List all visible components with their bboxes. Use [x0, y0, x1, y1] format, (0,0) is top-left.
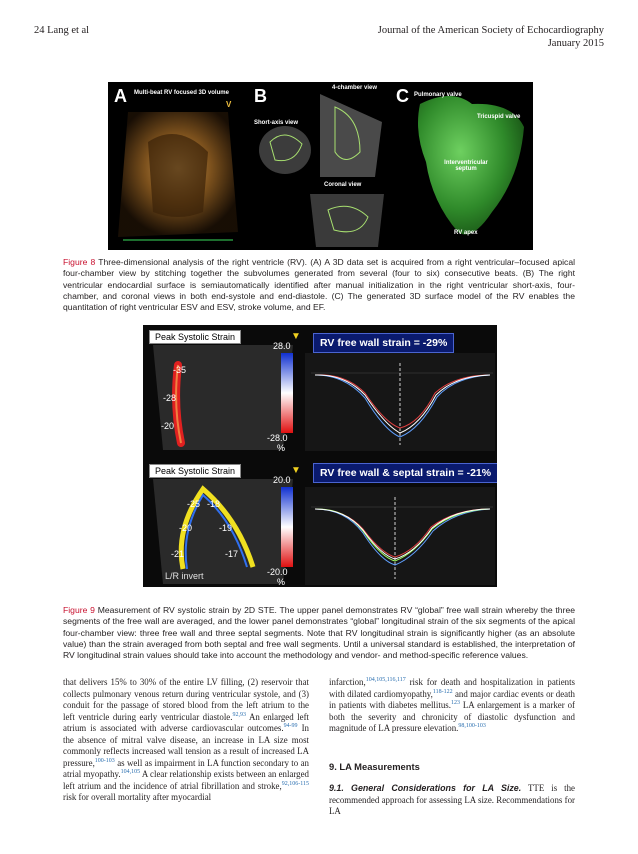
fig9-lower-color-scale: [281, 487, 293, 567]
running-header-journal: [378, 24, 604, 50]
right-column-paragraph-2: [329, 783, 575, 818]
issue-date: January 2015: [547, 38, 604, 49]
right-text-1: infarction,: [329, 677, 366, 687]
right-text-5: TTE is the recommended approach for assessing LA size. Recommendations for LA: [329, 783, 575, 816]
panel-c-letter: C: [396, 86, 409, 106]
ref-92-106-115[interactable]: 92,106-115: [281, 780, 309, 787]
panel-b-short-axis-label: Short-axis view: [254, 120, 299, 126]
figure-9-caption-text: Measurement of RV systolic strain by 2D STE. The upper panel demonstrates RV “global” free wall strain whereby the three segments of the free wall are averaged, and the lower panel demonstrates “global” longitudinal strain of the six segments of the apical four-chamber view: three free wall and three septal segments. Note that RV longitudinal strain is significantly higher (as an absolute value) than the strain averaged from both septal and free wall segments. Until a universal standard is established, the interpretation of RV longitudinal strain values should take into account the methodology and vendor- and method-specific reference values.: [63, 605, 576, 661]
panel-c-apex-label: RV apex: [454, 230, 478, 236]
right-text-2: risk for death and hospitalization in patients with dilated cardiomyopathy,: [329, 677, 575, 699]
ref-94-99[interactable]: 94-99: [283, 723, 298, 730]
panel-a-title: Multi-beat RV focused 3D volume: [134, 90, 229, 96]
fig9-lower-seg-1: -25: [187, 499, 201, 509]
ref-104-117[interactable]: 104,105,116,117: [365, 677, 406, 684]
panel-b-letter: B: [254, 86, 267, 106]
section-heading-la-measurements: 9. LA Measurements: [329, 761, 420, 772]
ref-92-93[interactable]: 92,93: [232, 711, 246, 718]
fig9-lower-pss-label: Peak Systolic Strain: [149, 464, 241, 478]
figure-8-caption: [63, 257, 575, 313]
fig9-lower-seg-5: -19: [219, 523, 233, 533]
fig9-upper-strain-curves: [305, 353, 495, 451]
ref-123[interactable]: 123: [450, 700, 460, 707]
fig9-lower-marker-icon: ▼: [291, 465, 301, 476]
fig9-lower-scale-top: 20.0: [273, 475, 291, 485]
left-text-5: A clear relationship exists between an enlarged left atrium and the incidence of atrial fibrillation and stroke,: [63, 769, 309, 791]
panel-c-pulmonary-label: Pulmonary valve: [414, 92, 462, 98]
left-text-3: In the absence of mitral valve disease, an increase in LA size most commonly reflects increased wall tension as a result of increased LA pressure,: [63, 723, 309, 768]
left-text-6: risk for overall mortality after myocardial: [63, 792, 212, 802]
figure-8-image: [108, 82, 533, 250]
fig9-upper-scale-top: 28.0: [273, 341, 291, 351]
panel-a-letter: A: [114, 86, 127, 106]
fig9-lower-scale-bottom: -20.0: [267, 567, 288, 577]
fig9-upper-color-scale: [281, 353, 293, 433]
panel-c-tricuspid-label: Tricuspid valve: [477, 114, 521, 120]
panel-b-4chamber-label: 4-chamber view: [332, 85, 378, 91]
fig9-upper-seg-3: -20: [161, 421, 175, 431]
journal-name: Journal of the American Society of Echocardiography: [377, 25, 604, 36]
fig9-lower-seg-4: -21: [171, 549, 185, 559]
fig9-upper-strain-banner: RV free wall strain = -29%: [313, 333, 454, 353]
fig9-lower-strain-curves: [305, 487, 495, 585]
fig9-upper-scale-bottom: -28.0: [267, 433, 288, 443]
fig9-lower-panel: [143, 459, 497, 587]
panel-c-septum-label: Interventricular septum: [444, 160, 488, 172]
panel-a-marker: V: [226, 100, 232, 109]
panel-c: [392, 82, 533, 250]
figure-9-label: Figure 9: [63, 605, 95, 615]
panel-a: [108, 82, 248, 250]
figure-9-caption: [63, 605, 575, 661]
panel-b-views: [250, 82, 390, 250]
fig9-upper-marker-icon: ▼: [291, 331, 301, 342]
fig9-lower-seg-2: -18: [207, 499, 221, 509]
ref-118-122[interactable]: 118-122: [432, 688, 453, 695]
fig9-upper-pss-label: Peak Systolic Strain: [149, 330, 241, 344]
fig9-upper-seg-1: -35: [173, 365, 187, 375]
figure-8-label: Figure 8: [63, 257, 96, 267]
fig9-upper-scale-unit: %: [277, 443, 286, 453]
fig9-lower-strain-banner: RV free wall & septal strain = -21%: [313, 463, 497, 483]
fig9-lower-scale-unit: %: [277, 577, 286, 587]
fig9-lower-seg-3: -20: [179, 523, 193, 533]
left-column-paragraph: [63, 677, 309, 804]
panel-b: [250, 82, 390, 250]
figure-8-caption-text: Three-dimensional analysis of the right ventricle (RV). (A) A 3D data set is acquired from a right ventricular–focused apical four-chamber view by stitching together the subvolumes generated from several (four to six) consecutive beats. (B) The right ventricular endocardial surface is semiautomatically identified after manual initialization in the right ventricular short-axis, four-chamber, and coronal views in both end-systole and end-diastole. (C) The generated 3D surface model of the RV enables the quantitation of right ventricular ESV and ESV, stroke volume, and EF.: [63, 257, 576, 313]
figure-9-image: [143, 325, 497, 587]
fig9-upper-seg-2: -28: [163, 393, 177, 403]
fig9-lower-seg-6: -17: [225, 549, 239, 559]
ref-104-105[interactable]: 104,105: [120, 769, 141, 776]
right-text-4: LA enlargement is a marker of both the severity and chronicity of diastolic dysfunction and magnitude of LA pressure elevation.: [329, 700, 575, 733]
panel-b-coronal-label: Coronal view: [324, 182, 362, 188]
left-text-4: as well as impairment in LA function secondary to an atrial myopathy.: [63, 757, 309, 779]
fig9-upper-panel: [143, 325, 497, 453]
left-text-2: An enlarged left atrium is associated with adverse cardiovascular outcomes.: [63, 711, 309, 733]
right-column-paragraph: [329, 677, 575, 735]
fig9-lower-lr-invert: L/R invert: [165, 571, 204, 581]
left-text-1: that delivers 15% to 30% of the entire LV filling, (2) reservoir that collects pulmonary venous return during ventricular systole, and (3) conduit for the passage of stored blood from the left atrium to the left ventricle during early ventricular diastole.: [63, 677, 309, 722]
running-header-author: 24 Lang et al: [34, 25, 90, 36]
subheading-la-size: 9.1. General Considerations for LA Size.: [329, 783, 522, 793]
ref-98-100-103[interactable]: 98,100-103: [458, 723, 486, 730]
ref-100-103[interactable]: 100-103: [94, 757, 115, 764]
right-text-3: and major cardiac events or death in patients with diabetes mellitus.: [329, 688, 575, 710]
